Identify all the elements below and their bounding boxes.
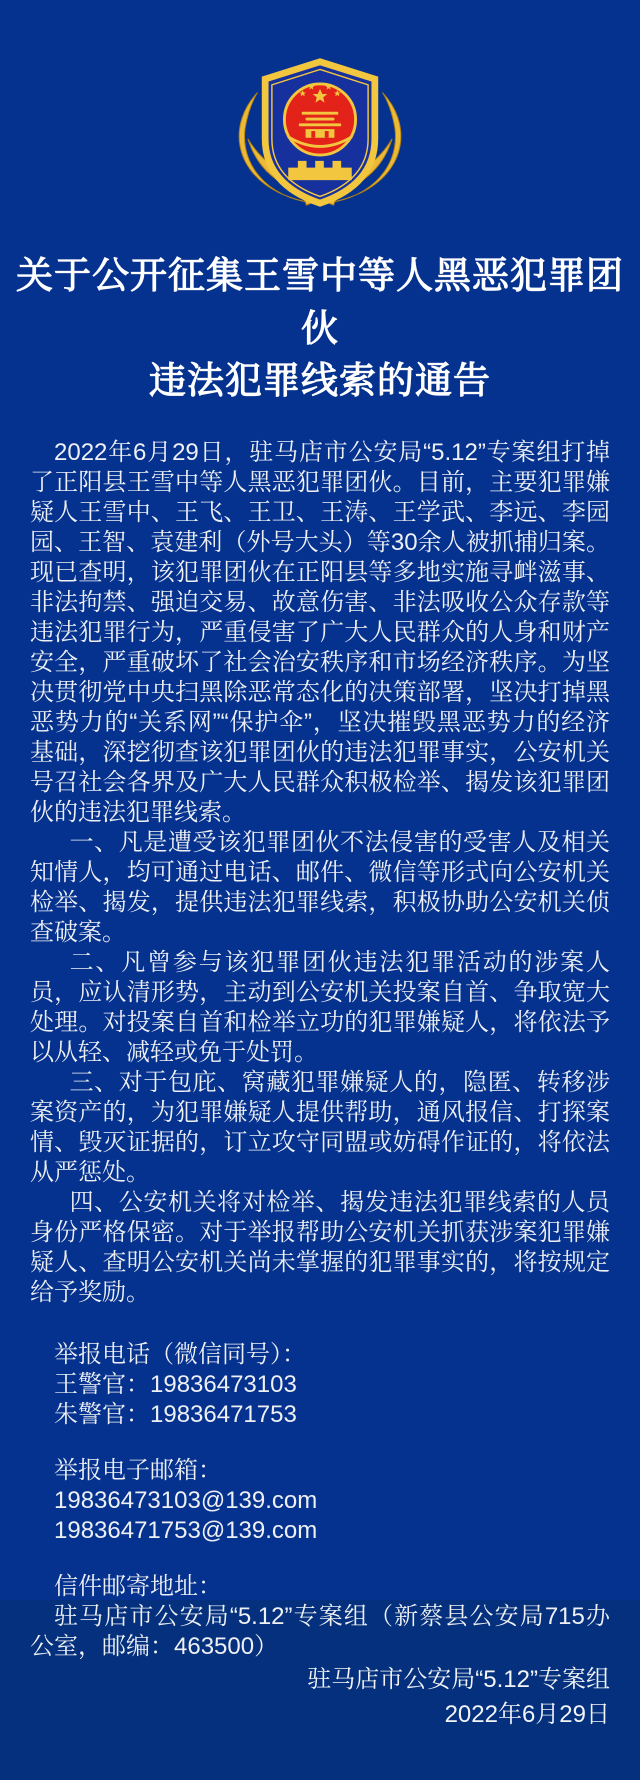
notice-title bbox=[12, 250, 628, 408]
email-entry-1: 19836473103@139.com bbox=[54, 1486, 318, 1514]
email-heading: 举报电子邮箱： bbox=[54, 1456, 222, 1484]
contact-phone-group bbox=[30, 1340, 610, 1430]
paragraph-item-1: 一、凡是遭受该犯罪团伙不法侵害的受害人及相关知情人，均可通过电话、邮件、微信等形式向公安机关检举、揭发，提供违法犯罪线索，积极协助公安机关侦查破案。 bbox=[30, 828, 610, 946]
paragraph-item-2: 二、凡曾参与该犯罪团伙违法犯罪活动的涉案人员，应认清形势，主动到公安机关投案自首、争取宽大处理。对投案自首和检举立功的犯罪嫌疑人，将依法予以从轻、减轻或免于处罚。 bbox=[30, 948, 610, 1066]
email-entry-2: 19836471753@139.com bbox=[54, 1516, 318, 1544]
title-line-2: 违法犯罪线索的通告 bbox=[149, 360, 491, 402]
police-badge-emblem bbox=[217, 56, 423, 208]
notice-body bbox=[30, 438, 610, 1662]
contact-mail-group bbox=[30, 1572, 610, 1662]
paragraph-item-4: 四、公安机关将对检举、揭发违法犯罪线索的人员身份严格保密。对于举报帮助公安机关抓获涉案犯罪嫌疑人、查明公安机关尚未掌握的犯罪事实的，将按规定给予奖励。 bbox=[30, 1188, 610, 1306]
footer-date: 2022年6月29日 bbox=[444, 1700, 610, 1728]
police-badge-icon bbox=[218, 56, 422, 208]
phone-heading: 举报电话（微信同号）： bbox=[54, 1340, 306, 1368]
footer-signature: 驻马店市公安局“5.12”专案组 bbox=[307, 1665, 610, 1693]
paragraph-intro: 2022年6月29日，驻马店市公安局“5.12”专案组打掉了正阳县王雪中等人黑恶犯罪团伙。目前，主要犯罪嫌疑人王雪中、王飞、王卫、王涛、王学武、李远、李园园、王智、袁建利（外号大头）等30余人被抓捕归案。现已查明，该犯罪团伙在正阳县等多地实施寻衅滋事、非法拘禁、强迫交易、故意伤害、非法吸收公众存款等违法犯罪行为，严重侵害了广大人民群众的人身和财产安全，严重破坏了社会治安秩序和市场经济秩序。为坚决贯彻党中央扫黑除恶常态化的决策部署，坚决打掉黑恶势力的“关系网”“保护伞”，坚决摧毁黑恶势力的经济基础，深挖彻查该犯罪团伙的违法犯罪事实，公安机关号召社会各界及广大人民群众积极检举、揭发该犯罪团伙的违法犯罪线索。 bbox=[30, 438, 610, 826]
mail-heading: 信件邮寄地址： bbox=[54, 1572, 222, 1600]
phone-entry-zhu: 朱警官：19836471753 bbox=[54, 1400, 297, 1428]
paragraph-item-3: 三、对于包庇、窝藏犯罪嫌疑人的，隐匿、转移涉案资产的，为犯罪嫌疑人提供帮助，通风报信、打探案情、毁灭证据的，订立攻守同盟或妨碍作证的，将依法从严惩处。 bbox=[30, 1068, 610, 1186]
notice-footer bbox=[0, 1662, 640, 1780]
title-line-1: 关于公开征集王雪中等人黑恶犯罪团伙 bbox=[16, 255, 624, 349]
phone-entry-wang: 王警官：19836473103 bbox=[54, 1370, 297, 1398]
contact-email-group bbox=[30, 1456, 610, 1546]
mail-address: 驻马店市公安局“5.12”专案组（新蔡县公安局715办公室，邮编：463500） bbox=[30, 1602, 610, 1660]
